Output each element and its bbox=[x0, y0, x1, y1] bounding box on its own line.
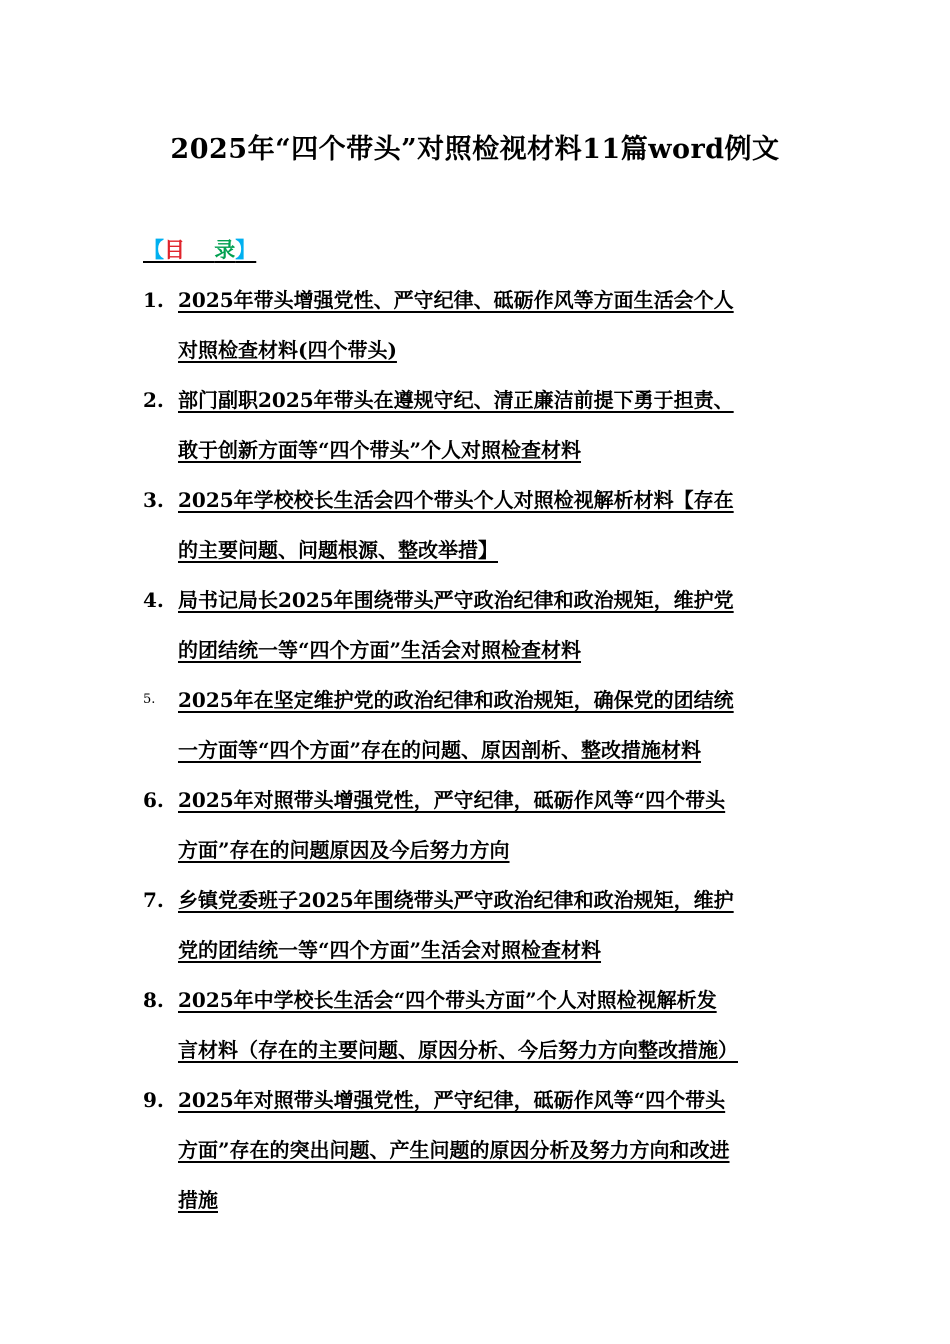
toc-item bbox=[0, 975, 950, 1075]
toc-heading-bracket-left: 【 bbox=[143, 237, 164, 262]
toc-heading-char-mu: 目 bbox=[164, 237, 185, 262]
toc-item-link[interactable] bbox=[178, 475, 808, 575]
toc-item-line: 2025年在坚定维护党的政治纪律和政治规矩，确保党的团结统 bbox=[178, 688, 734, 712]
toc-item bbox=[0, 475, 950, 575]
toc-item bbox=[0, 275, 950, 375]
document-title: 2025年“四个带头”对照检视材料11篇word例文 bbox=[170, 134, 780, 165]
toc-item-line: 敢于创新方面等“四个带头”个人对照检查材料 bbox=[178, 438, 582, 462]
toc-item-line: 局书记局长2025年围绕带头严守政治纪律和政治规矩，维护党 bbox=[178, 588, 734, 612]
toc-item-line: 2025年对照带头增强党性，严守纪律，砥砺作风等“四个带头 bbox=[178, 788, 726, 812]
toc-item bbox=[0, 675, 950, 775]
toc-item-number: 6. bbox=[143, 788, 164, 812]
toc-item-number: 7. bbox=[143, 888, 164, 912]
toc-heading-char-lu: 录 bbox=[214, 237, 236, 262]
toc-item-link[interactable] bbox=[178, 575, 808, 675]
toc-item bbox=[0, 375, 950, 475]
toc-item-line: 言材料（存在的主要问题、原因分析、今后努力方向整改措施） bbox=[178, 1038, 738, 1062]
toc-item-link[interactable] bbox=[178, 675, 808, 775]
toc-item-number: 5. bbox=[143, 692, 156, 707]
toc-item-line: 的主要问题、问题根源、整改举措】 bbox=[178, 538, 498, 562]
toc-item-line: 方面”存在的问题原因及今后努力方向 bbox=[178, 838, 510, 862]
toc-item-line: 2025年学校校长生活会四个带头个人对照检视解析材料【存在 bbox=[178, 488, 734, 512]
toc-item-line: 对照检查材料(四个带头) bbox=[178, 338, 397, 362]
toc-item bbox=[0, 575, 950, 675]
toc-item-link[interactable] bbox=[178, 1075, 808, 1225]
toc-item-line: 一方面等“四个方面”存在的问题、原因剖析、整改措施材料 bbox=[178, 738, 702, 762]
toc-item-link[interactable] bbox=[178, 275, 808, 375]
toc-item-link[interactable] bbox=[178, 375, 808, 475]
toc-item-line: 乡镇党委班子2025年围绕带头严守政治纪律和政治规矩，维护 bbox=[178, 888, 734, 912]
toc-item-line: 方面”存在的突出问题、产生问题的原因分析及努力方向和改进 bbox=[178, 1138, 730, 1162]
toc-item-line: 党的团结统一等“四个方面”生活会对照检查材料 bbox=[178, 938, 602, 962]
toc-item bbox=[0, 875, 950, 975]
toc-item-line: 部门副职2025年带头在遵规守纪、清正廉洁前提下勇于担责、 bbox=[178, 388, 734, 412]
toc-item bbox=[0, 1075, 950, 1225]
toc-item-number: 2. bbox=[143, 388, 164, 412]
toc-item-number: 1. bbox=[143, 288, 164, 312]
toc-item-number: 4. bbox=[143, 588, 164, 612]
toc-heading bbox=[143, 232, 256, 268]
toc-item-number: 8. bbox=[143, 988, 164, 1012]
toc-item-number: 9. bbox=[143, 1088, 164, 1112]
toc-item-link[interactable] bbox=[178, 775, 808, 875]
toc-item bbox=[0, 775, 950, 875]
toc-item-line: 的团结统一等“四个方面”生活会对照检查材料 bbox=[178, 638, 582, 662]
toc-item-number: 3. bbox=[143, 488, 164, 512]
toc-item-line: 措施 bbox=[178, 1188, 218, 1212]
toc-item-link[interactable] bbox=[178, 975, 808, 1075]
toc-item-line: 2025年对照带头增强党性，严守纪律，砥砺作风等“四个带头 bbox=[178, 1088, 726, 1112]
toc-list bbox=[0, 275, 950, 1225]
toc-heading-bracket-right: 】 bbox=[235, 237, 257, 262]
toc-item-link[interactable] bbox=[178, 875, 808, 975]
toc-item-line: 2025年中学校长生活会“四个带头方面”个人对照检视解析发 bbox=[178, 988, 717, 1012]
toc-item-line: 2025年带头增强党性、严守纪律、砥砺作风等方面生活会个人 bbox=[178, 288, 734, 312]
